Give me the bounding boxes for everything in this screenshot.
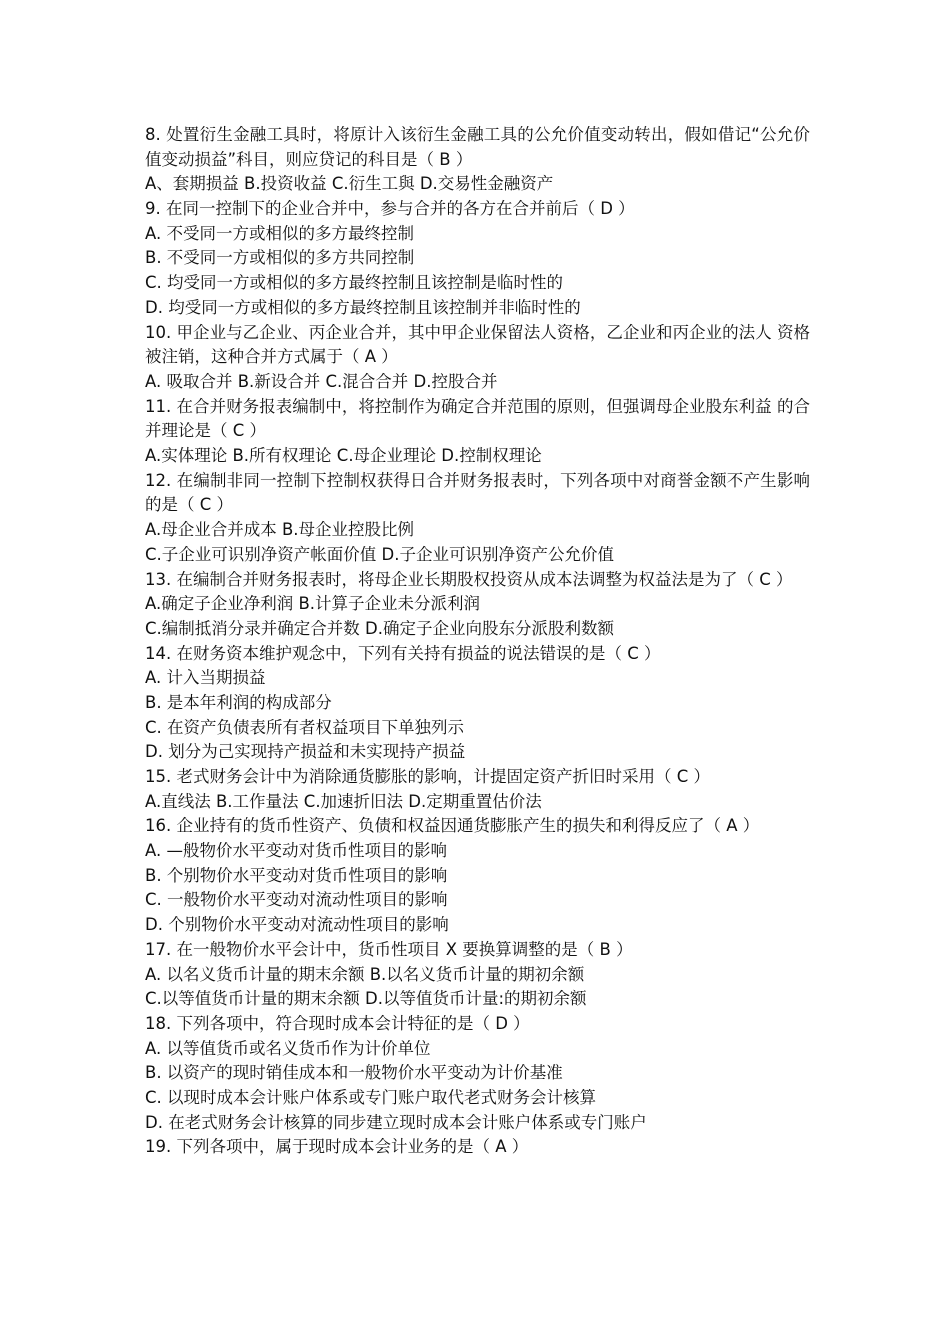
text-line: 13. 在编制合并财务报表时，将母企业长期股权投资从成本法调整为权益法是为了（ C ） bbox=[145, 569, 793, 589]
document-body bbox=[145, 123, 810, 1160]
text-line: D. 划分为己实现持产损益和未实现持产损益 bbox=[145, 742, 466, 762]
text-line: 17. 在一般物价水平会计中，货币性项目 X 要换算调整的是（ B ） bbox=[145, 939, 633, 959]
text-line: B. 以资产的现时销佳成本和一般物价水平变动为计价基准 bbox=[145, 1063, 563, 1083]
text-line: C.以等值货币计量的期末余额 D.以等值货币计量:的期初余额 bbox=[145, 989, 587, 1009]
text-line: C. 均受同一方或相似的多方最终控制且该控制是临时性的 bbox=[145, 273, 564, 293]
text-line: A.实体理论 B.所有权理论 C.母企业理论 D.控制权理论 bbox=[145, 446, 542, 466]
text-line: A. 以等值货币或名义货币作为计价单位 bbox=[145, 1038, 431, 1058]
text-line: A. 不受同一方或相似的多方最终控制 bbox=[145, 223, 414, 243]
text-line: 16. 企业持有的货币性资产、负债和权益因通货膨胀产生的损失和利得反应了（ A ） bbox=[145, 816, 760, 836]
text-line: 12. 在编制非同一控制下控制权获得日合并财务报表时，下列各项中对商誉金额不产生影响的是（ C ） bbox=[145, 470, 810, 515]
text-line: D. 个别物价水平变动对流动性项目的影响 bbox=[145, 915, 449, 935]
text-line: B. 是本年利润的构成部分 bbox=[145, 692, 332, 712]
text-line: B. 个别物价水平变动对货币性项目的影响 bbox=[145, 865, 448, 885]
text-line: A、套期损益 B.投资收益 C.衍生工與 D.交易性金融资产 bbox=[145, 174, 554, 194]
text-line: B. 不受同一方或相似的多方共同控制 bbox=[145, 248, 415, 268]
text-line: 14. 在财务资本维护观念中，下列有关持有损益的说法错误的是（ C ） bbox=[145, 643, 661, 663]
text-line: C.子企业可识别净资产帐面价值 D.子企业可识别净资产公允价值 bbox=[145, 544, 614, 564]
text-line: 10. 甲企业与乙企业、丙企业合并，其中甲企业保留法人资格，乙企业和丙企业的法人 资格被注销，这种合并方式属于（ A ） bbox=[145, 322, 810, 367]
text-line: D. 均受同一方或相似的多方最终控制且该控制并非临时性的 bbox=[145, 297, 581, 317]
text-line: A.直线法 B.工作量法 C.加速折旧法 D.定期重置估价法 bbox=[145, 791, 542, 811]
text-line: 19. 下列各项中，属于现时成本会计业务的是（ A ） bbox=[145, 1137, 529, 1157]
text-line: C.编制抵消分录并确定合并数 D.确定子企业向股东分派股利数额 bbox=[145, 618, 614, 638]
text-line: 11. 在合并财务报表编制中，将控制作为确定合并范围的原则，但强调母企业股东利益 的合并理论是（ C ） bbox=[145, 396, 810, 441]
text-line: C. 以现时成本会计账户体系或专门账户取代老式财务会计核算 bbox=[145, 1087, 597, 1107]
text-line: A. 以名义货币计量的期末余额 B.以名义货币计量的期初余额 bbox=[145, 964, 585, 984]
text-line: A.母企业合并成本 B.母企业控股比例 bbox=[145, 520, 415, 540]
text-line: 18. 下列各项中，符合现时成本会计特征的是（ D ） bbox=[145, 1013, 530, 1033]
text-line: 9. 在同一控制下的企业合并中，参与合并的各方在合并前后（ D ） bbox=[145, 199, 635, 219]
text-line: A. 计入当期损益 bbox=[145, 668, 266, 688]
text-line: 8. 处置衍生金融工具时，将原计入该衍生金融工具的公允价值变动转出，假如借记“公允价值变动损益”科目，则应贷记的科目是（ B ） bbox=[145, 125, 810, 169]
text-line: 15. 老式财务会计中为消除通货膨胀的影响，计提固定资产折旧时采用（ C ） bbox=[145, 767, 710, 787]
text-line: C. 一般物价水平变动对流动性项目的影响 bbox=[145, 890, 448, 910]
text-line: A. 吸取合并 B.新设合并 C.混合合并 D.控股合并 bbox=[145, 371, 498, 391]
text-line: A.确定子企业净利润 B.计算子企业未分派利润 bbox=[145, 594, 481, 614]
text-line: D. 在老式财务会计核算的同步建立现时成本会计账户体系或专门账户 bbox=[145, 1112, 647, 1132]
text-line: C. 在资产负债表所有者权益项目下单独列示 bbox=[145, 717, 465, 737]
text-line: A. —般物价水平变动对货币性项目的影响 bbox=[145, 841, 447, 861]
